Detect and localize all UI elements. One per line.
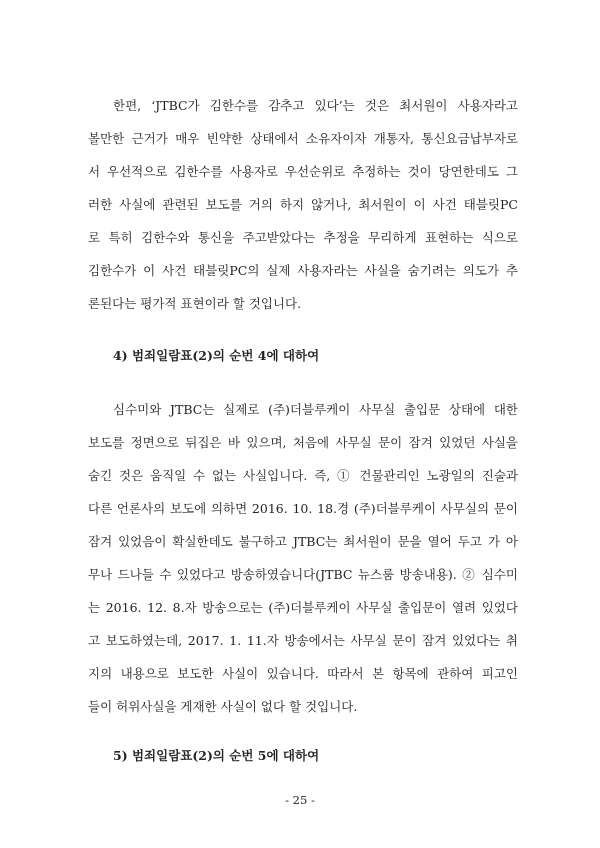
paragraph-line: 숨긴 것은 움직일 수 없는 사실입니다. 즉, ① 건물관리인 노광일의 진술과 bbox=[88, 468, 518, 483]
paragraph-line: 다른 언론사의 보도에 의하면 2016. 10. 18.경 (주)더블루케이 사무실의 문이 bbox=[88, 501, 518, 516]
paragraph-line: 론된다는 평가적 표현이라 할 것입니다. bbox=[88, 296, 302, 311]
paragraph-line: 들이 허위사실을 게재한 사실이 없다 할 것입니다. bbox=[88, 699, 358, 714]
section-heading-5: 5) 범죄일람표(2)의 순번 5에 대하여 bbox=[113, 748, 320, 763]
paragraph-line: 무나 드나들 수 있었다고 방송하였습니다(JTBC 뉴스룸 방송내용). ② 심수미 bbox=[88, 567, 518, 582]
paragraph-line: 볼만한 근거가 매우 빈약한 상태에서 소유자이자 개통자, 통신요금납부자로 bbox=[88, 131, 518, 146]
paragraph-line: 는 2016. 12. 8.자 방송으로는 (주)더블루케이 사무실 출입문이 열려 있었다 bbox=[88, 600, 518, 615]
paragraph-line: 보도를 정면으로 뒤집은 바 있으며, 처음에 사무실 문이 잠겨 있었던 사실을 bbox=[88, 435, 518, 450]
paragraph-line: 지의 내용으로 보도한 사실이 있습니다. 따라서 본 항목에 관하여 피고인 bbox=[88, 666, 518, 681]
paragraph-line: 심수미와 JTBC는 실제로 (주)더블루케이 사무실 출입문 상태에 대한 bbox=[113, 402, 518, 417]
paragraph-line: 서 우선적으로 김한수를 사용자로 우선순위로 추정하는 것이 당연한데도 그 bbox=[88, 164, 518, 179]
section-heading-4: 4) 범죄일람표(2)의 순번 4에 대하여 bbox=[113, 348, 320, 363]
page-number: - 25 - bbox=[285, 793, 315, 807]
paragraph-line: 한편, ‘JTBC가 김한수를 감추고 있다’는 것은 최서원이 사용자라고 bbox=[113, 98, 518, 113]
paragraph-line: 로 특히 김한수와 통신을 주고받았다는 추정을 무리하게 표현하는 식으로 bbox=[88, 230, 518, 245]
paragraph-line: 잠겨 있었음이 확실한데도 불구하고 JTBC는 최서원이 문을 열어 두고 가 아 bbox=[88, 534, 518, 549]
paragraph-line: 김한수가 이 사건 태블릿PC의 실제 사용자라는 사실을 숨기려는 의도가 추 bbox=[88, 263, 518, 278]
paragraph-line: 러한 사실에 관련된 보도를 거의 하지 않거나, 최서원이 이 사건 태블릿PC bbox=[88, 197, 518, 212]
paragraph-line: 고 보도하였는데, 2017. 1. 11.자 방송에서는 사무실 문이 잠겨 있었다는 취 bbox=[88, 633, 518, 648]
